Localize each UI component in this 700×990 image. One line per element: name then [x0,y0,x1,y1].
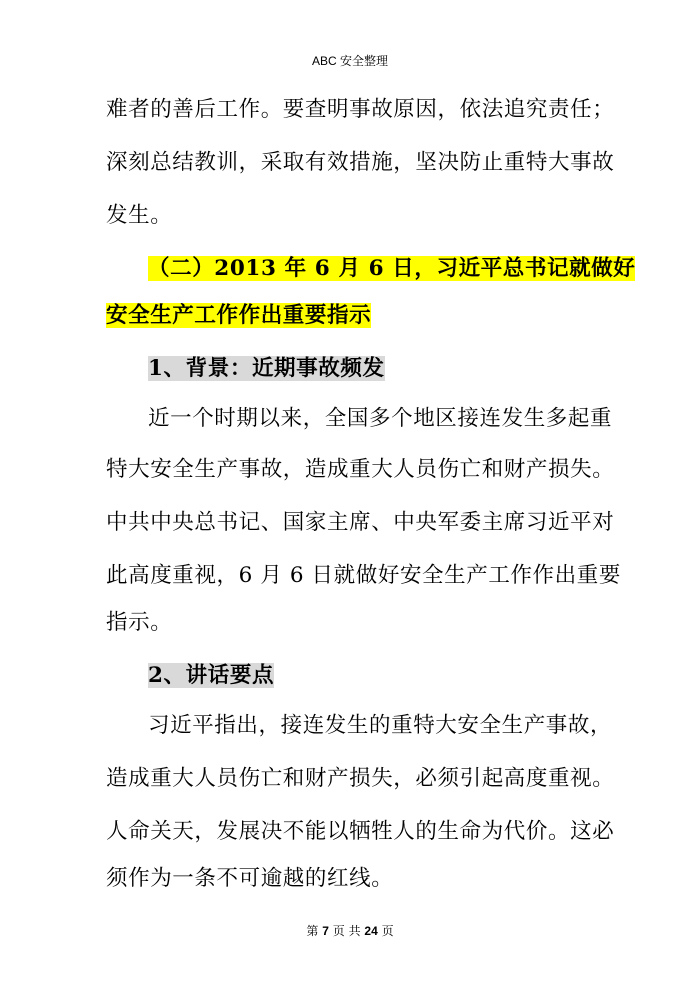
subheading-points [148,661,274,691]
paragraph-1-line: 此高度重视，6 月 6 日就做好安全生产工作作出重要 [106,563,621,588]
body-text-line: 难者的善后工作。要查明事故原因，依法追究责任； [106,97,615,122]
paragraph-1-line: 特大安全生产事故，造成重大人员伤亡和财产损失。 [106,457,615,482]
section-heading-continued [106,301,371,331]
paragraph-2-line: 造成重大人员伤亡和财产损失，必须引起高度重视。 [106,766,615,791]
body-text-line: 深刻总结教训，采取有效措施，坚决防止重特大事故 [106,150,615,175]
paragraph-2-line: 习近平指出，接连发生的重特大安全生产事故， [148,713,613,738]
section-heading-line2: 安全生产工作作出重要指示 [106,303,372,328]
paragraph-1-line: 指示。 [106,610,173,635]
footer-total-pages: 24 [364,924,378,938]
section-heading-line1: （二）2013 年 6 月 6 日，习近平总书记就做好 [148,256,636,281]
page-header: ABC 安全整理 [311,54,388,68]
body-text-line: 发生。 [106,203,173,228]
subheading-1: 1、背景：近期事故频发 [148,356,385,381]
paragraph-1-line: 中共中央总书记、国家主席、中央军委主席习近平对 [106,510,615,535]
footer-middle: 页 共 [332,924,361,938]
subheading-2: 2、讲话要点 [148,663,275,688]
footer-prefix: 第 [306,924,319,938]
subheading-background [148,354,385,384]
paragraph-1-line: 近一个时期以来，全国多个地区接连发生多起重 [148,406,613,431]
section-heading [148,254,635,284]
paragraph-2-line: 须作为一条不可逾越的红线。 [106,866,394,891]
footer-suffix: 页 [381,924,394,938]
paragraph-2-line: 人命关天，发展决不能以牺牲人的生命为代价。这必 [106,819,615,844]
page-footer [0,922,700,939]
footer-page-number: 7 [322,924,329,938]
